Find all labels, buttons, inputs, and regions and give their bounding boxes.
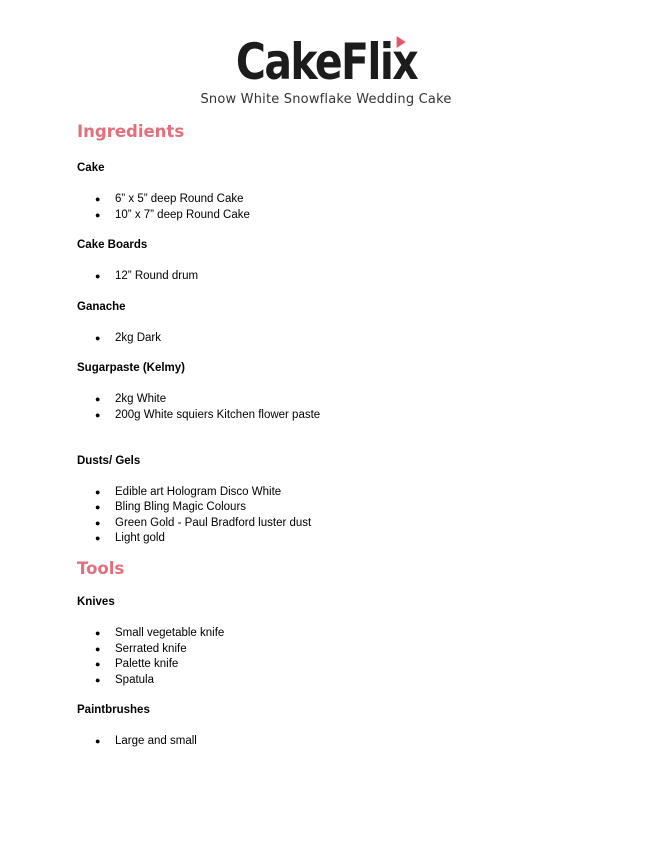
list-cake-boards: [77, 269, 597, 285]
list-paintbrushes: [77, 734, 597, 750]
list-item: ● Edible art Hologram Disco White: [77, 485, 597, 501]
play-triangle-icon: [396, 36, 405, 48]
group-heading-knives: Knives: [77, 595, 115, 608]
recipe-title: Snow White Snowflake Wedding Cake: [200, 92, 452, 107]
list-item: ● 6” x 5” deep Round Cake: [77, 192, 597, 208]
list-item: ● Light gold: [77, 531, 597, 547]
group-heading-sugarpaste: Sugarpaste (Kelmy): [77, 362, 186, 375]
group-heading-ganache: Ganache: [77, 300, 126, 313]
list-item: ● 2kg White: [77, 392, 597, 408]
document-body: [77, 122, 597, 750]
group-heading-cake: Cake: [77, 162, 105, 174]
list-ganache: [77, 331, 597, 347]
section-heading-ingredients: Ingredients: [77, 122, 185, 141]
list-item: ● Spatula: [77, 673, 597, 689]
group-heading-paintbrushes: Paintbrushes: [77, 704, 150, 717]
list-item: ● Bling Bling Magic Colours: [77, 500, 597, 516]
section-heading-tools: Tools: [77, 558, 125, 578]
list-cake: [77, 192, 597, 223]
list-item: ● Small vegetable knife: [77, 626, 597, 642]
list-knives: [77, 626, 597, 688]
cakeflix-logo: [235, 32, 416, 92]
list-item: ● Green Gold - Paul Bradford luster dust: [77, 516, 597, 532]
list-item: ● Palette knife: [77, 657, 597, 673]
list-item: ● Serrated knife: [77, 642, 597, 658]
list-item: ● 200g White squiers Kitchen flower paste: [77, 408, 597, 424]
logo-text: CakeFlix: [235, 33, 417, 91]
group-heading-cake-boards: Cake Boards: [77, 239, 148, 252]
group-heading-dusts-gels: Dusts/ Gels: [77, 454, 141, 467]
list-item: ● 10” x 7” deep Round Cake: [77, 208, 597, 224]
list-item: ● 12” Round drum: [77, 269, 597, 285]
list-dusts-gels: [77, 485, 597, 547]
list-item: ● Large and small: [77, 734, 597, 750]
list-sugarpaste: [77, 392, 597, 423]
list-item: ● 2kg Dark: [77, 331, 597, 347]
document-header: [0, 32, 652, 108]
